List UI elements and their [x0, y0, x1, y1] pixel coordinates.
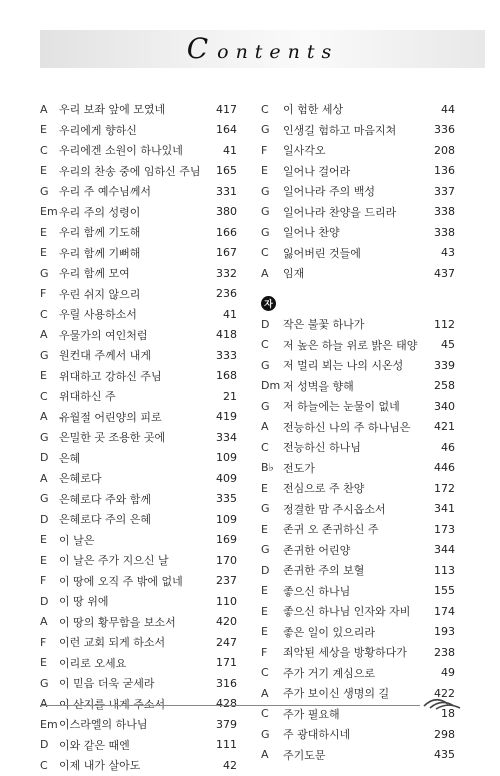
song-key: G [40, 184, 49, 198]
song-title: 우리 함께 기도해 [59, 226, 141, 240]
index-entry [40, 612, 237, 633]
song-title: 일어나라 찬양을 드리라 [283, 205, 397, 219]
page-number: 409 [216, 471, 237, 485]
index-column-right [261, 99, 455, 765]
page-number: 46 [441, 440, 455, 454]
song-title: 은혜로다 주의 은혜 [59, 513, 152, 527]
song-key: E [40, 164, 47, 178]
song-key: G [261, 502, 270, 516]
song-key: F [40, 574, 47, 588]
song-key: A [40, 615, 48, 629]
index-entry [261, 745, 455, 766]
song-title: 은혜 [59, 451, 81, 465]
index-entry [40, 673, 237, 694]
index-entry [40, 427, 237, 448]
song-title: 우리 함께 기뻐해 [59, 246, 141, 260]
song-key: D [40, 451, 49, 465]
page-number: 340 [434, 399, 455, 413]
page-number: 43 [441, 246, 455, 260]
page-number: 420 [216, 615, 237, 629]
index-entry [40, 120, 237, 141]
page-number: 112 [434, 317, 455, 331]
song-key: E [261, 522, 268, 536]
song-key: G [40, 430, 49, 444]
song-key: A [40, 328, 48, 342]
song-key: G [261, 123, 270, 137]
song-title: 우리 함께 모여 [59, 267, 130, 281]
song-key: F [261, 143, 268, 157]
index-entry [40, 448, 237, 469]
index-entry [40, 304, 237, 325]
song-key: Em [40, 205, 58, 219]
song-key: G [261, 727, 270, 741]
song-title: 이 험한 세상 [283, 103, 344, 117]
page-number: 167 [216, 246, 237, 260]
song-key: C [40, 389, 48, 403]
song-key: G [40, 348, 49, 362]
song-title: 잃어버린 것들에 [283, 246, 361, 260]
page-number: 49 [441, 666, 455, 680]
song-key: A [40, 697, 48, 711]
page-number: 247 [216, 635, 237, 649]
song-title: 주가 필요해 [283, 707, 340, 721]
song-title: 이 날은 [59, 533, 95, 547]
page-number: 258 [434, 379, 455, 393]
page-number: 41 [223, 307, 237, 321]
page-number: 193 [434, 625, 455, 639]
song-title: 이리로 오세요 [59, 656, 127, 670]
page-number: 165 [216, 164, 237, 178]
song-key: D [261, 317, 270, 331]
song-title: 저 높은 하늘 위로 밝은 태양 [283, 338, 418, 352]
page-number: 155 [434, 584, 455, 598]
index-entry [40, 489, 237, 510]
page-number: 113 [434, 563, 455, 577]
song-key: G [40, 676, 49, 690]
song-title: 우리에겐 소원이 하나있네 [59, 144, 183, 158]
index-entry [261, 499, 455, 520]
song-title: 이스라엘의 하나님 [59, 718, 148, 732]
song-title: 위대하고 강하신 주님 [59, 369, 162, 383]
index-entry [261, 222, 455, 243]
page-number: 379 [216, 717, 237, 731]
index-entry [40, 468, 237, 489]
song-key: G [261, 543, 270, 557]
page-number: 421 [434, 420, 455, 434]
page-title-initial: C [186, 32, 218, 65]
song-key: Dm [261, 379, 281, 393]
index-group-ieung [261, 99, 455, 284]
section-badge: 자 [261, 296, 276, 311]
song-key: G [261, 225, 270, 239]
index-entry [261, 519, 455, 540]
song-title: 이 산지를 내게 주소서 [59, 697, 166, 711]
index-entry [40, 509, 237, 530]
song-title: 주 광대하시네 [283, 728, 351, 742]
index-entry [261, 417, 455, 438]
page-number: 333 [216, 348, 237, 362]
page-number: 336 [434, 123, 455, 137]
song-key: E [40, 246, 47, 260]
page-number: 42 [223, 758, 237, 772]
song-key: C [261, 440, 269, 454]
song-title: 죄악된 세상을 방황하다가 [283, 646, 407, 660]
song-title: 전능하신 나의 주 하나님은 [283, 420, 411, 434]
index-entry [40, 222, 237, 243]
index-entry [261, 458, 455, 479]
page-number: 109 [216, 512, 237, 526]
index-entry [261, 396, 455, 417]
song-title: 작은 불꽃 하나가 [283, 318, 365, 332]
song-key: E [261, 604, 268, 618]
index-entry [261, 724, 455, 745]
song-title: 이 땅의 황무함을 보소서 [59, 615, 176, 629]
page-number: 136 [434, 164, 455, 178]
page-number: 341 [434, 502, 455, 516]
page-number: 422 [434, 686, 455, 700]
page-number: 338 [434, 205, 455, 219]
index-entry [40, 263, 237, 284]
song-title: 이 믿음 더욱 굳세라 [59, 677, 155, 691]
song-key: Em [40, 717, 58, 731]
song-key: F [40, 287, 47, 301]
song-key: G [261, 184, 270, 198]
page-number: 169 [216, 533, 237, 547]
page-number: 335 [216, 492, 237, 506]
song-title: 우리 보좌 앞에 모였네 [59, 103, 166, 117]
song-title: 정결한 맘 주시옵소서 [283, 502, 386, 516]
song-key: C [261, 666, 269, 680]
song-key: A [40, 471, 48, 485]
index-entry [261, 243, 455, 264]
index-entry [261, 263, 455, 284]
index-entry [261, 99, 455, 120]
page-number: 331 [216, 184, 237, 198]
page-number: 337 [434, 184, 455, 198]
index-entry [261, 335, 455, 356]
page-title [40, 30, 485, 68]
index-entry [40, 181, 237, 202]
song-title: 은밀한 곳 조용한 곳에 [59, 431, 166, 445]
song-title: 주가 거기 계심으로 [283, 666, 376, 680]
index-entry [40, 284, 237, 305]
index-entry [261, 437, 455, 458]
index-entry [261, 202, 455, 223]
song-title: 존귀 오 존귀하신 주 [283, 523, 379, 537]
song-title: 임재 [283, 267, 305, 281]
page-number: 18 [441, 707, 455, 721]
page-number: 173 [434, 522, 455, 536]
song-key: C [40, 307, 48, 321]
index-entry [40, 591, 237, 612]
index-entry [40, 755, 237, 776]
footer-rule [40, 705, 420, 706]
page-number: 170 [216, 553, 237, 567]
song-title: 전심으로 주 찬양 [283, 482, 365, 496]
song-key: C [261, 707, 269, 721]
page-number: 164 [216, 123, 237, 137]
page-number: 174 [434, 604, 455, 618]
song-key: E [261, 481, 268, 495]
page-number: 236 [216, 287, 237, 301]
index-entry [40, 407, 237, 428]
song-title: 주기도문 [283, 748, 326, 762]
song-key: E [261, 164, 268, 178]
song-key: E [40, 656, 47, 670]
index-entry [40, 530, 237, 551]
page-number: 109 [216, 451, 237, 465]
song-key: G [40, 266, 49, 280]
song-key: E [40, 533, 47, 547]
index-entry [40, 345, 237, 366]
song-key: G [261, 399, 270, 413]
page-number: 332 [216, 266, 237, 280]
song-title: 우리 주의 성령이 [59, 205, 141, 219]
song-key: C [261, 246, 269, 260]
index-entry [40, 386, 237, 407]
song-key: G [261, 205, 270, 219]
index-entry [40, 653, 237, 674]
song-key: D [261, 563, 270, 577]
song-key: C [261, 102, 269, 116]
song-title: 좋으신 하나님 인자와 자비 [283, 605, 411, 619]
song-title: 좋은 일이 있으리라 [283, 625, 376, 639]
song-title: 원컨대 주께서 내게 [59, 349, 152, 363]
index-entry [261, 581, 455, 602]
index-entry [40, 714, 237, 735]
song-key: E [40, 369, 47, 383]
index-entry [261, 181, 455, 202]
song-title: 이제 내가 살아도 [59, 759, 141, 773]
index-entry [40, 243, 237, 264]
page-number: 428 [216, 697, 237, 711]
page-title-rest: ontents [217, 41, 339, 63]
song-title: 인생길 험하고 마음지쳐 [283, 123, 397, 137]
index-entry [261, 560, 455, 581]
song-key: A [261, 266, 269, 280]
song-title: 우리의 찬송 중에 임하신 주님 [59, 164, 201, 178]
index-entry [261, 663, 455, 684]
page-number: 380 [216, 205, 237, 219]
song-key: G [261, 358, 270, 372]
index-entry [40, 99, 237, 120]
song-title: 우릴 사용하소서 [59, 308, 137, 322]
page-number: 417 [216, 102, 237, 116]
index-entry [40, 140, 237, 161]
song-key: E [40, 553, 47, 567]
page-number: 435 [434, 748, 455, 762]
song-title: 저 멀리 뵈는 나의 시온성 [283, 359, 404, 373]
page-number: 44 [441, 102, 455, 116]
index-entry [40, 366, 237, 387]
song-key: E [40, 123, 47, 137]
song-key: E [261, 625, 268, 639]
index-entry [40, 735, 237, 756]
song-title: 저 성벽을 향해 [283, 379, 354, 393]
page-number: 166 [216, 225, 237, 239]
song-title: 전능하신 하나님 [283, 441, 361, 455]
page-number: 172 [434, 481, 455, 495]
page-number: 344 [434, 543, 455, 557]
wave-ornament-icon [422, 696, 462, 710]
page-number: 168 [216, 369, 237, 383]
page-number: 316 [216, 676, 237, 690]
page-number: 419 [216, 410, 237, 424]
page-number: 437 [434, 266, 455, 280]
song-title: 이 땅에 오직 주 밖에 없네 [59, 574, 183, 588]
page-number: 237 [216, 574, 237, 588]
song-title: 전도가 [283, 461, 315, 475]
song-title: 우리 주 예수님께서 [59, 185, 152, 199]
song-key: B♭ [261, 461, 274, 475]
page-number: 111 [216, 738, 237, 752]
song-title: 존귀한 어린양 [283, 543, 351, 557]
song-title: 우물가의 여인처럼 [59, 328, 148, 342]
song-key: A [40, 102, 48, 116]
page-number: 171 [216, 656, 237, 670]
song-title: 주가 보이신 생명의 길 [283, 687, 390, 701]
index-entry [261, 540, 455, 561]
index-entry [261, 120, 455, 141]
page-number: 418 [216, 328, 237, 342]
index-entry [40, 325, 237, 346]
song-title: 존귀한 주의 보혈 [283, 564, 365, 578]
page-number: 298 [434, 727, 455, 741]
page-number: 334 [216, 430, 237, 444]
song-title: 이 땅 위에 [59, 595, 109, 609]
song-title: 우리에게 향하신 [59, 123, 137, 137]
song-key: D [40, 738, 49, 752]
song-title: 우린 쉬지 않으리 [59, 287, 141, 301]
index-entry [261, 601, 455, 622]
song-key: F [261, 645, 268, 659]
song-title: 은혜로다 [59, 472, 102, 486]
song-title: 위대하신 주 [59, 390, 116, 404]
song-title: 좋으신 하나님 [283, 584, 351, 598]
page-number: 208 [434, 143, 455, 157]
song-key: E [40, 225, 47, 239]
song-title: 일어나 찬양 [283, 226, 340, 240]
index-entry [261, 376, 455, 397]
song-key: E [261, 584, 268, 598]
index-entry [261, 478, 455, 499]
index-entry [40, 202, 237, 223]
song-key: C [40, 758, 48, 772]
song-title: 일사각오 [283, 144, 326, 158]
index-column-left [40, 99, 237, 776]
song-key: A [40, 410, 48, 424]
page-number: 446 [434, 461, 455, 475]
index-entry [40, 161, 237, 182]
index-entry [40, 550, 237, 571]
index-entry [261, 140, 455, 161]
page-number: 110 [216, 594, 237, 608]
index-entry [40, 571, 237, 592]
song-key: A [261, 420, 269, 434]
song-title: 일어나라 주의 백성 [283, 185, 376, 199]
page-number: 238 [434, 645, 455, 659]
song-key: D [40, 594, 49, 608]
page-number: 41 [223, 143, 237, 157]
song-title: 유월절 어린양의 피로 [59, 410, 162, 424]
song-title: 이런 교회 되게 하소서 [59, 636, 166, 650]
index-entry [261, 622, 455, 643]
song-key: C [40, 143, 48, 157]
index-entry [261, 355, 455, 376]
index-entry [261, 161, 455, 182]
index-entry [261, 314, 455, 335]
contents-header [40, 30, 485, 68]
song-title: 일어나 걸어라 [283, 164, 351, 178]
page-number: 339 [434, 358, 455, 372]
song-key: A [261, 686, 269, 700]
song-key: D [40, 512, 49, 526]
song-title: 저 하늘에는 눈물이 없네 [283, 400, 400, 414]
index-entry [261, 642, 455, 663]
song-key: F [40, 635, 47, 649]
page-number: 45 [441, 338, 455, 352]
song-key: C [261, 338, 269, 352]
page-number: 338 [434, 225, 455, 239]
index-entry [40, 694, 237, 715]
song-key: G [40, 492, 49, 506]
section-gap [261, 284, 455, 294]
page-number: 21 [223, 389, 237, 403]
song-title: 이와 같은 때엔 [59, 738, 130, 752]
song-title: 은혜로다 주와 함께 [59, 492, 152, 506]
section-header-ja [261, 294, 455, 315]
index-entry [40, 632, 237, 653]
song-title: 이 날은 주가 지으신 날 [59, 554, 169, 568]
song-key: A [261, 748, 269, 762]
